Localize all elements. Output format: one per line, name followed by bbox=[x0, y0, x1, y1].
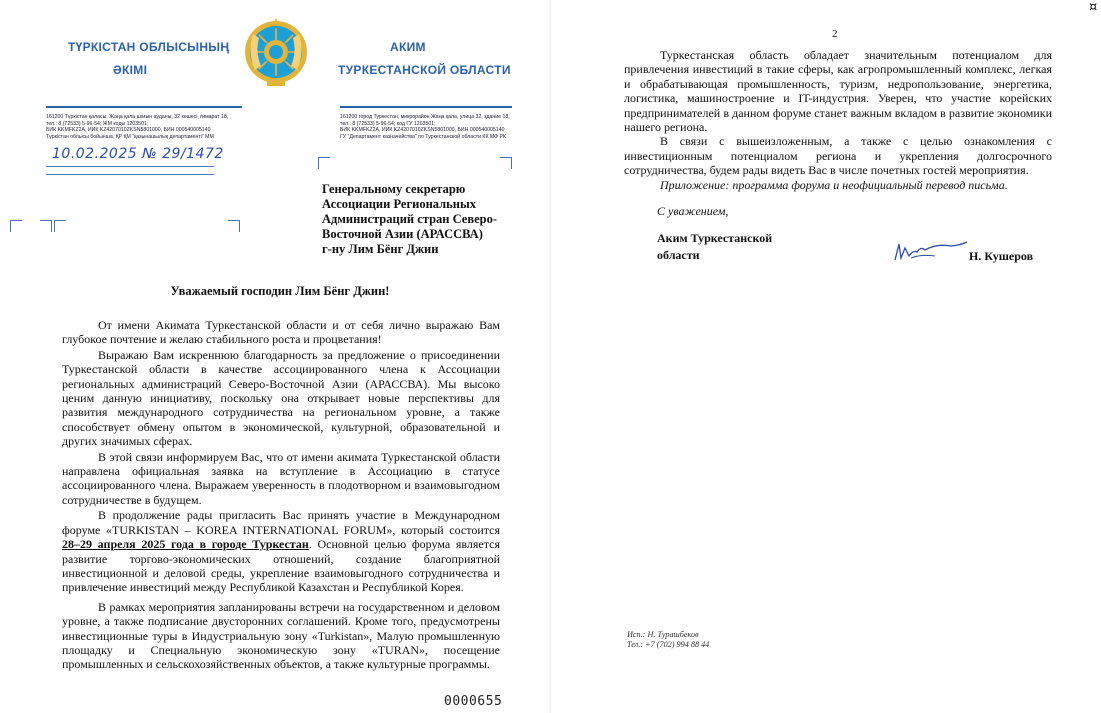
corner-mark bbox=[40, 220, 52, 232]
letter-page-1 bbox=[0, 0, 550, 713]
signatory-title-line2: области bbox=[657, 248, 700, 262]
header-ru-line2: ТУРКЕСТАНСКОЙ ОБЛАСТИ bbox=[338, 63, 511, 77]
serial-number: 0000655 bbox=[444, 694, 503, 709]
addressee-line: Ассоциации Региональных bbox=[322, 197, 476, 211]
requisites-ru-line: БИК KKMFKZ2A, ИИК KZ4207010ZKSN5801000, БИН 000540005140 bbox=[340, 127, 505, 134]
requisites-kz-line: БИК KKMFKZ2A, ИИК KZ4207010ZKSN5801000, БИН 000540005140 bbox=[46, 127, 211, 134]
page2-paragraph-2: В связи с вышеизложенным, а также с целью ознакомления с инвестиционным потенциалом региона и укрепления долгосрочного сотрудничества, будем рады видеть Вас в числе почетных гостей мероприятия. bbox=[624, 134, 1052, 178]
addressee-line: Администраций стран Северо- bbox=[322, 212, 498, 226]
closing-regards: С уважением, bbox=[657, 204, 729, 218]
addressee-line: г-ну Лим Бёнг Джин bbox=[322, 242, 439, 256]
requisites-kz-line: Түркістан облысы бойынша, ҚР ҚМ "қазынашылық департаменті" ММ bbox=[46, 133, 214, 140]
requisites-ru-line: тел.: 8 (72533) 5-96-54; код ГУ 1203501; bbox=[340, 120, 436, 127]
signatory-title bbox=[657, 230, 772, 264]
outgoing-rule bbox=[46, 174, 214, 175]
attachment-note: Приложение: программа форума и неофициальный перевод письма. bbox=[660, 177, 1008, 192]
requisites-kz-line: 161200 Түркістан қаласы, Жаңа қала шағын ауданы, 32 көшесі, ғимарат 18, bbox=[46, 114, 229, 120]
header-rule-right bbox=[340, 106, 512, 108]
corner-mark bbox=[318, 157, 330, 169]
addressee-block bbox=[322, 182, 532, 257]
letter-page-2 bbox=[551, 0, 1101, 713]
move-handle-icon[interactable]: ¤ bbox=[1089, 0, 1098, 15]
requisites-ru-line: ГУ "Департамент казначейства" по Туркестанской области КК МФ РК bbox=[340, 133, 507, 140]
paragraph-4-part1: В продолжение рады пригласить Вас принять участие в Международном форуме «TURKISTAN – KOREA INTERNATIONAL FORUM», который состоится bbox=[62, 508, 500, 537]
outgoing-rule bbox=[46, 166, 214, 167]
forum-date-highlight: 28–29 апреля 2025 года в городе Туркестан bbox=[62, 537, 309, 552]
outgoing-number: 10.02.2025 № 29/1472 bbox=[52, 146, 224, 162]
paragraph-4 bbox=[62, 508, 500, 594]
header-kz-line2: ӘКІМІ bbox=[113, 63, 148, 77]
salutation: Уважаемый господин Лим Бёнг Джин! bbox=[170, 284, 390, 298]
handwritten-signature-icon bbox=[891, 236, 971, 266]
executor-block bbox=[627, 630, 709, 650]
page2-paragraph-1: Туркестанская область обладает значительным потенциалом для привлечения инвестиций в такие сферы, как агропромышленный комплекс, легкая и обрабатывающая промышленность, туризм, недропользование, энергетика, логистика, машиностроение и IT-индустрия. Уверен, что участие корейских предпринимателей в данном форуме станет важным вкладом в развитие экономики нашего региона. bbox=[624, 48, 1052, 135]
paragraph-1: От имени Акимата Туркестанской области и от себя лично выражаю Вам глубокое почтение и желаю стабильного роста и процветания! bbox=[62, 318, 500, 347]
paragraph-2: Выражаю Вам искреннюю благодарность за предложение о присоединении Туркестанской области в качестве ассоциированного члена к Ассоциации региональных администраций Северо-Восточной Азии (АРАССВА). Мы высоко ценим данную инициативу, поскольку она открывает новые перспективы для развития международного сотрудничества на региональном уровне, а также способствует обмену опытом в экономической, культурной, образовательной и других значимых сферах. bbox=[62, 347, 500, 449]
paragraph-5: В рамках мероприятия запланированы встречи на государственном и деловом уровне, а также подписание двусторонних соглашений. Кроме того, предусмотрены инвестиционные туры в Индустриальную зону «Turkistan», Малую промышленную площадку и Специальную экономическую зону «TURAN», посещение промышленных и сельскохозяйственных объектов, а также культурные программы. bbox=[62, 599, 500, 672]
executor-phone: Тел.: +7 (702) 994 88 44 bbox=[627, 640, 710, 649]
page-number: 2 bbox=[832, 28, 838, 40]
addressee-line: Генеральному секретарю bbox=[322, 182, 466, 196]
header-rule-left bbox=[46, 106, 242, 108]
signer-name: Н. Кушеров bbox=[969, 249, 1034, 263]
paragraph-4-part3: . Основной целью форума является развитие торгово-экономических отношений, создание благоприятной инвестиционной и деловой среды, укрепление взаимовыгодного сотрудничества и привлечение инвестиций между Республикой Казахстан и Республикой Корея. bbox=[62, 537, 500, 595]
letter-body-page2 bbox=[624, 48, 1052, 192]
paragraph-3: В этой связи информируем Вас, что от имени акимата Туркестанской области направлена официальная заявка на вступление в Ассоциацию в статусе ассоциированного члена. Выражаем уверенность в плодотворном и взаимовыгодном сотрудничестве в будущем. bbox=[62, 449, 500, 507]
corner-mark bbox=[54, 220, 66, 232]
requisites-kz bbox=[46, 114, 228, 140]
header-kz-line1: ТҮРКІСТАН ОБЛЫСЫНЫҢ bbox=[68, 40, 230, 54]
requisites-ru-line: 161200 город Туркестан, микрорайон Жаңа қала, улица 32, здание 18, bbox=[340, 114, 510, 120]
addressee-line: Восточной Азии (АРАССВА) bbox=[322, 227, 483, 241]
requisites-kz-line: тел.: 8 (72533) 5-96-54; ЖМ коды 1203501; bbox=[46, 120, 149, 127]
signatory-title-line1: Аким Туркестанской bbox=[657, 231, 773, 245]
corner-mark bbox=[500, 157, 512, 169]
executor-name: Исп.: Н. Турашбеков bbox=[627, 630, 699, 639]
state-emblem-icon bbox=[243, 16, 309, 88]
corner-mark bbox=[10, 220, 22, 232]
letter-body-page1 bbox=[62, 318, 500, 672]
requisites-ru bbox=[340, 114, 510, 140]
corner-mark bbox=[228, 220, 240, 232]
header-ru-line1: АКИМ bbox=[390, 40, 426, 54]
